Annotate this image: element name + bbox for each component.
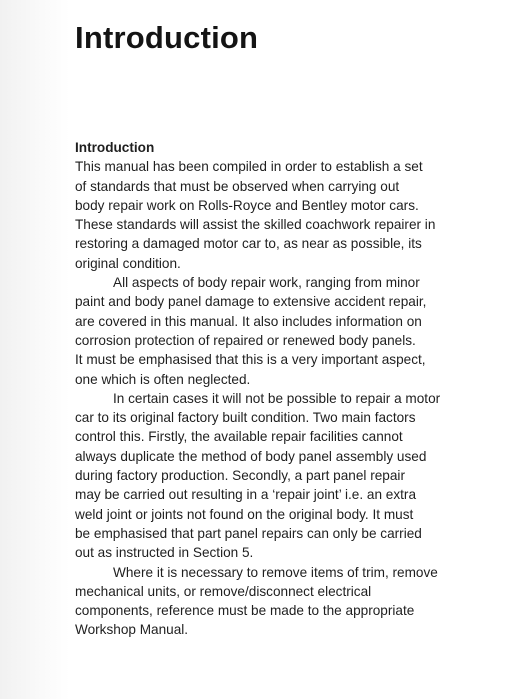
text-line: original condition. bbox=[75, 255, 181, 271]
text-line: mechanical units, or remove/disconnect electrical bbox=[75, 583, 372, 599]
text-line: Workshop Manual. bbox=[75, 622, 189, 638]
text-line: are covered in this manual. It also includes information on bbox=[75, 313, 422, 329]
text-line: Where it is necessary to remove items of trim, remove bbox=[113, 564, 438, 580]
text-line: corrosion protection of repaired or renewed body panels. bbox=[75, 332, 416, 348]
text-line: of standards that must be observed when carrying out bbox=[75, 178, 400, 194]
text-line: always duplicate the method of body panel assembly used bbox=[75, 448, 427, 464]
text-line: All aspects of body repair work, ranging from minor bbox=[113, 275, 420, 291]
text-line: This manual has been compiled in order to establish a set bbox=[75, 159, 423, 175]
text-line: may be carried out resulting in a ‘repair joint’ i.e. an extra bbox=[75, 487, 417, 503]
text-line: In certain cases it will not be possible to repair a motor bbox=[113, 390, 441, 406]
text-line: be emphasised that part panel repairs can only be carried bbox=[75, 525, 422, 541]
text-line: paint and body panel damage to extensive accident repair, bbox=[75, 294, 427, 310]
scan-shadow bbox=[0, 0, 70, 699]
paragraph-1 bbox=[75, 157, 514, 273]
text-line: during factory production. Secondly, a part panel repair bbox=[75, 468, 405, 484]
text-line: weld joint or joints not found on the original body. It must bbox=[75, 506, 414, 522]
page-title: Introduction bbox=[75, 20, 259, 55]
text-line: one which is often neglected. bbox=[75, 371, 251, 387]
text-line: restoring a damaged motor car to, as near as possible, its bbox=[75, 236, 422, 252]
text-line: control this. Firstly, the available repair facilities cannot bbox=[75, 429, 403, 445]
paragraph-2 bbox=[75, 273, 514, 389]
paragraph-3 bbox=[75, 389, 514, 563]
section-body bbox=[75, 138, 514, 640]
paragraph-4 bbox=[75, 563, 514, 640]
text-line: It must be emphasised that this is a very important aspect, bbox=[75, 352, 426, 368]
text-line: out as instructed in Section 5. bbox=[75, 545, 254, 561]
section-heading: Introduction bbox=[75, 140, 155, 155]
text-line: car to its original factory built condition. Two main factors bbox=[75, 410, 416, 426]
text-line: body repair work on Rolls-Royce and Bentley motor cars. bbox=[75, 197, 419, 213]
text-line: These standards will assist the skilled coachwork repairer in bbox=[75, 217, 436, 233]
text-line: components, reference must be made to the appropriate bbox=[75, 603, 415, 619]
